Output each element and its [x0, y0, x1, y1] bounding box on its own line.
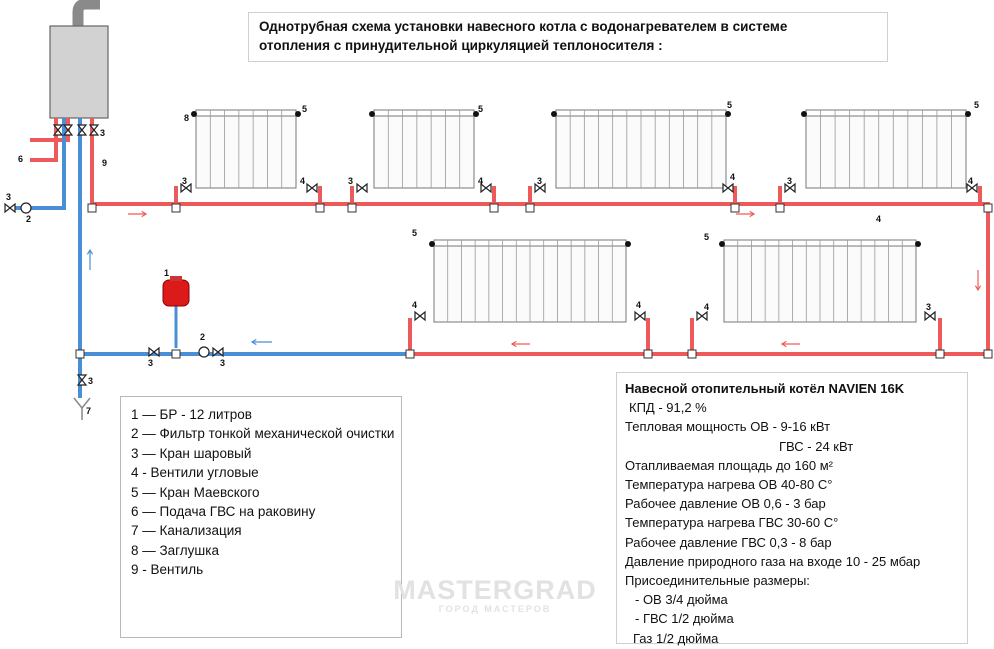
spec-conn-dhw: - ГВС 1/2 дюйма: [635, 611, 734, 627]
watermark-line-2: ГОРОД МАСТЕРОВ: [438, 604, 552, 614]
tee-fitting-icon: [88, 204, 96, 212]
legend-item: 8 — Заглушка: [131, 542, 219, 558]
tee-fitting-icon: [76, 350, 84, 358]
angle-valve-icon: [307, 184, 317, 192]
tee-fitting-icon: [776, 204, 784, 212]
tee-fitting-icon: [348, 204, 356, 212]
label-n5: 5: [412, 228, 418, 238]
label-n5: 5: [704, 232, 710, 242]
flue-pipe: [78, 4, 100, 26]
angle-valve-icon: [635, 312, 645, 320]
plug-icon: [965, 111, 971, 117]
plug-icon: [915, 241, 921, 247]
radiators: [191, 110, 974, 322]
label-n3: 3: [787, 176, 793, 186]
label-n5: 5: [727, 100, 733, 110]
label-n3: 3: [537, 176, 543, 186]
plug-icon: [295, 111, 301, 117]
label-n5: 5: [478, 104, 484, 114]
label-n4: 4: [412, 300, 418, 310]
angle-valve-icon: [925, 312, 935, 320]
label-n4: 4: [704, 302, 710, 312]
label-n4: 4: [636, 300, 642, 310]
spec-pressure-dhw: Рабочее давление ГВС 0,3 - 8 бар: [625, 534, 832, 550]
label-n3: 3: [88, 376, 94, 386]
tee-fitting-icon: [316, 204, 324, 212]
spec-conn-heating: - ОВ 3/4 дюйма: [635, 592, 728, 608]
legend-item: 7 — Канализация: [131, 523, 242, 539]
label-n4: 4: [730, 172, 736, 182]
spec-gas-pressure: Давление природного газа на входе 10 - 25 мбар: [625, 553, 921, 569]
air-vent-icon: [191, 111, 197, 117]
label-n2: 2: [26, 214, 32, 224]
label-n3: 3: [348, 176, 354, 186]
tee-fitting-icon: [984, 204, 992, 212]
air-vent-icon: [801, 111, 807, 117]
label-n3: 3: [148, 358, 154, 368]
legend-item: 2 — Фильтр тонкой механической очистки: [131, 426, 395, 442]
label-n8: 8: [184, 113, 190, 123]
spec-power-dhw: ГВС - 24 кВт: [779, 438, 854, 454]
label-n9: 9: [102, 158, 108, 168]
label-n3: 3: [100, 128, 106, 138]
tee-fitting-icon: [984, 350, 992, 358]
spec-connections-title: Присоединительные размеры:: [625, 573, 810, 589]
legend-item: 9 - Вентиль: [131, 562, 204, 578]
label-n3: 3: [6, 192, 12, 202]
legend-item: 4 - Вентили угловые: [131, 465, 259, 481]
filter-icon: [21, 203, 31, 213]
plug-icon: [625, 241, 631, 247]
radiator: [551, 110, 731, 188]
spec-power-heating: Тепловая мощность ОВ - 9-16 кВт: [625, 419, 831, 435]
label-n1: 1: [164, 268, 170, 278]
air-vent-icon: [429, 241, 435, 247]
boiler: [50, 4, 108, 118]
radiator: [429, 240, 631, 322]
tee-fitting-icon: [688, 350, 696, 358]
label-n3: 3: [182, 176, 188, 186]
label-n4: 4: [876, 214, 882, 224]
watermark-line-1: MASTERGRAD: [393, 575, 597, 605]
tee-fitting-icon: [172, 350, 180, 358]
specs-title: Навесной отопительный котёл NAVIEN 16K: [625, 381, 905, 396]
legend-item: 3 — Кран шаровый: [131, 445, 252, 461]
tee-fitting-icon: [406, 350, 414, 358]
title-line-1: Однотрубная схема установки навесного котла с водонагревателем в системе: [259, 19, 788, 34]
ball-valve-icon: [5, 204, 15, 212]
label-n5: 5: [974, 100, 980, 110]
spec-area: Отапливаемая площадь до 160 м²: [625, 457, 833, 473]
air-vent-icon: [551, 111, 557, 117]
air-vent-icon: [719, 241, 725, 247]
boiler-specs: [616, 372, 968, 644]
label-n2: 2: [200, 332, 206, 342]
spec-pressure-heating: Рабочее давление ОВ 0,6 - 3 бар: [625, 496, 826, 512]
label-n3: 3: [926, 302, 932, 312]
radiator: [719, 240, 921, 322]
tee-fitting-icon: [172, 204, 180, 212]
air-vent-icon: [369, 111, 375, 117]
spec-efficiency: КПД - 91,2 %: [629, 400, 707, 416]
plug-icon: [725, 111, 731, 117]
spec-temp-dhw: Температура нагрева ГВС 30-60 С°: [625, 515, 839, 531]
label-n3: 3: [220, 358, 226, 368]
legend-item: 1 — БР - 12 литров: [131, 407, 252, 422]
title-line-2: отопления с принудительной циркуляцией теплоносителя :: [259, 38, 663, 53]
angle-valve-icon: [697, 312, 707, 320]
legend: [120, 396, 402, 638]
tee-fitting-icon: [526, 204, 534, 212]
spec-temp-heating: Температура нагрева ОВ 40-80 С°: [625, 477, 833, 493]
angle-valve-icon: [723, 184, 733, 192]
watermark: [380, 576, 610, 614]
tee-fitting-icon: [731, 204, 739, 212]
radiator: [369, 110, 479, 188]
tee-fitting-icon: [644, 350, 652, 358]
filter-icon: [199, 347, 209, 357]
label-n4: 4: [300, 176, 306, 186]
legend-item: 5 — Кран Маевского: [131, 484, 260, 500]
label-n4: 4: [478, 176, 484, 186]
legend-item: 6 — Подача ГВС на раковину: [131, 504, 316, 520]
label-n7: 7: [86, 406, 92, 416]
spec-conn-gas: Газ 1/2 дюйма: [633, 630, 719, 646]
diagram-title: [248, 12, 888, 62]
expansion-tank: [163, 276, 189, 348]
label-n6: 6: [18, 154, 24, 164]
radiator: [801, 110, 974, 188]
angle-valve-icon: [415, 312, 425, 320]
tee-fitting-icon: [490, 204, 498, 212]
boiler-body: [50, 26, 108, 118]
radiator: [191, 110, 301, 188]
label-n4: 4: [968, 176, 974, 186]
label-n5: 5: [302, 104, 308, 114]
tee-fitting-icon: [936, 350, 944, 358]
angle-valve-icon: [357, 184, 367, 192]
